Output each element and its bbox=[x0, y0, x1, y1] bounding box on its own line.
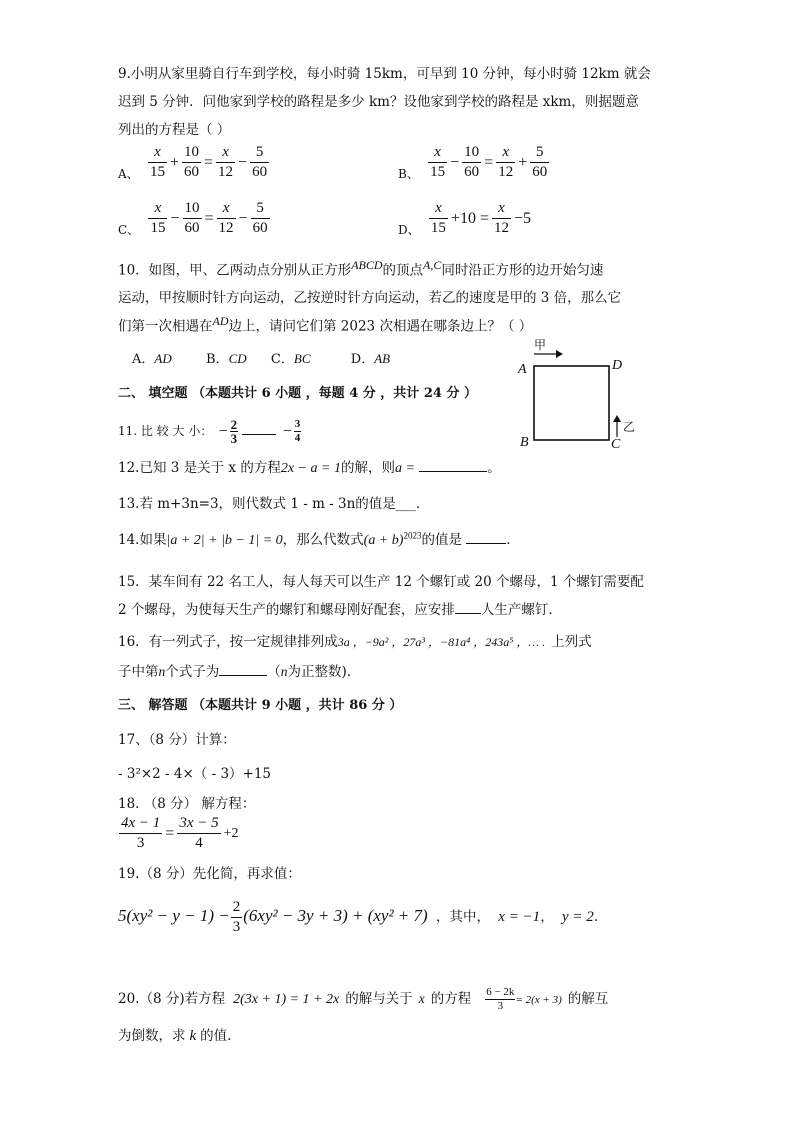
fraction: $\frac{5}{60}$ bbox=[532, 144, 548, 180]
fraction: $\frac{x}{15}$ bbox=[430, 200, 446, 236]
fraction: $\frac{x}{12}$ bbox=[493, 200, 509, 236]
fraction: $\frac{3x - 5}{4}$ bbox=[179, 815, 219, 851]
q10-option-c[interactable]: C．BC bbox=[270, 351, 311, 367]
q10-line3: 们第一次相遇在AD边上，请问它们第 2023 次相遇在哪条边上？（ ） bbox=[118, 314, 533, 335]
q18-title: 18. （8 分） 解方程： bbox=[118, 796, 256, 812]
option-d-label: D、 bbox=[398, 223, 420, 237]
label-jia: 甲 bbox=[534, 338, 547, 352]
q14: 14.如果|a + 2| + |b − 1| = 0，那么代数式$(a + b)^{2023}$的值是 ． bbox=[118, 530, 520, 548]
q10-option-b[interactable]: B．CD bbox=[206, 351, 247, 367]
fraction: $\frac{x}{12}$ bbox=[218, 200, 234, 236]
q10-option-a[interactable]: A．AD bbox=[132, 351, 172, 367]
q9-option-c[interactable]: C、 $\frac{x}{15}$ − $\frac{10}{60}$ = $\frac{x}{12}$ − $\frac{5}{60}$ bbox=[118, 200, 268, 237]
q11: 11. 比 较 大 小： − $\frac{2}{3}$ − $\frac{3}{4}$ bbox=[118, 417, 301, 446]
q9-option-d[interactable]: D、 $\frac{x}{15}$ +10 = $\frac{x}{12}$ −5 bbox=[398, 200, 531, 237]
q11-blank[interactable] bbox=[242, 434, 276, 435]
fraction: $\frac{3}{4}$ bbox=[294, 418, 301, 444]
square-figure bbox=[510, 336, 640, 452]
fraction: $\frac{x}{12}$ bbox=[218, 144, 234, 180]
fraction: $\frac{4x - 1}{3}$ bbox=[121, 815, 161, 851]
q16-blank[interactable] bbox=[219, 675, 267, 676]
fraction: $\frac{x}{15}$ bbox=[149, 144, 165, 180]
option-b-label: B、 bbox=[398, 167, 419, 181]
q9-line3: 列出的方程是（ ） bbox=[118, 122, 231, 138]
section-2-heading: 二、 填空题 （本题共计 6 小题 ，每题 4 分 ，共计 24 分 ） bbox=[118, 386, 477, 401]
fraction: $\frac{x}{15}$ bbox=[150, 200, 166, 236]
fraction: $\frac{2}{3}$ bbox=[230, 417, 238, 446]
q19-title: 19.（8 分）先化简，再求值： bbox=[118, 866, 301, 882]
label-d: D bbox=[612, 358, 623, 373]
fraction: $\frac{5}{60}$ bbox=[252, 200, 268, 236]
fraction: $\frac{10}{60}$ bbox=[184, 144, 199, 180]
q13: 13.若 m+3n=3，则代数式 1 - m - 3n的值是___． bbox=[118, 496, 430, 512]
fraction: $\frac{10}{60}$ bbox=[464, 144, 480, 180]
q20-line1: 20.（8 分)若方程 2(3x + 1) = 1 + 2x 的解与关于 x 的方程 $\frac{6 - 2k}{3}$ = 2(x + 3) 的解互 bbox=[118, 986, 609, 1012]
q20-line2: 为倒数，求 k 的值. bbox=[118, 1028, 232, 1044]
label-a: A bbox=[518, 362, 527, 377]
label-yi: 乙 bbox=[623, 420, 636, 434]
q17-title: 17、（8 分）计算： bbox=[118, 732, 236, 748]
fraction: $\frac{2}{3}$ bbox=[232, 899, 241, 935]
option-a-label: A、 bbox=[118, 167, 139, 181]
q9-option-a[interactable]: A、 $\frac{x}{15}$ + $\frac{10}{60}$ = $\frac{x}{12}$ − $\frac{5}{60}$ bbox=[118, 144, 268, 181]
q15-blank[interactable] bbox=[455, 613, 481, 614]
fraction: $\frac{x}{15}$ bbox=[430, 144, 446, 180]
q16-line1: 16．有一列式子，按一定规律排列成3a ，−9a² ，27a³ ，−81a⁴ ，243a⁵ ，… . 上列式 bbox=[118, 634, 592, 650]
q18-equation: $\frac{4x - 1}{3}$ = $\frac{3x - 5}{4}$ +2 bbox=[121, 815, 239, 851]
q10-line2: 运动，甲按顺时针方向运动，乙按逆时针方向运动，若乙的速度是甲的 3 倍，那么它 bbox=[118, 290, 622, 306]
label-b: B bbox=[520, 435, 529, 450]
yi-arrowhead bbox=[613, 415, 621, 422]
q10-option-d[interactable]: D．AB bbox=[350, 351, 391, 367]
fraction: $\frac{10}{60}$ bbox=[184, 200, 200, 236]
q16-line2: 子中第n个式子为 （n为正整数). bbox=[118, 664, 352, 680]
q15-line2: 2 个螺母，为使每天生产的螺钉和螺母刚好配套，应安排 人生产螺钉． bbox=[118, 602, 562, 618]
fraction: $\frac{6 - 2k}{3}$ bbox=[486, 986, 515, 1012]
q15-line1: 15．某车间有 22 名工人，每人每天可以生产 12 个螺钉或 20 个螺母，1 个螺钉需要配 bbox=[118, 574, 644, 590]
fraction: $\frac{x}{12}$ bbox=[498, 144, 514, 180]
q12: 12.已知 3 是关于 x 的方程2x − a = 1的解，则a = 。 bbox=[118, 460, 501, 476]
jia-arrowhead bbox=[556, 350, 563, 358]
label-c: C bbox=[611, 437, 621, 452]
section-3-heading: 三、 解答题 （本题共计 9 小题 ，共计 86 分 ） bbox=[118, 698, 403, 713]
fraction: $\frac{5}{60}$ bbox=[252, 144, 268, 180]
q9-line1: 9.小明从家里骑自行车到学校，每小时骑 15km，可早到 10 分钟，每小时骑 12km 就会 bbox=[118, 66, 651, 82]
q19-expression: 5(xy² − y − 1) − $\frac{2}{3}$ (6xy² − 3y + 3) + (xy² + 7) ，其中， x = −1， y = 2. bbox=[118, 899, 599, 935]
square-abcd bbox=[534, 366, 609, 440]
q14-blank[interactable] bbox=[466, 543, 506, 544]
option-c-label: C、 bbox=[118, 223, 140, 237]
q9-line2: 迟到 5 分钟．问他家到学校的路程是多少 km？设他家到学校的路程是 xkm，则据题意 bbox=[118, 94, 639, 110]
q17-expression: - 3²×2 - 4×（ - 3）+15 bbox=[118, 766, 272, 782]
q10-line1: 10．如图，甲、乙两动点分别从正方形ABCD的顶点A,C同时沿正方形的边开始匀速 bbox=[118, 258, 604, 279]
q9-option-b[interactable]: B、 $\frac{x}{15}$ − $\frac{10}{60}$ = $\frac{x}{12}$ + $\frac{5}{60}$ bbox=[398, 144, 548, 181]
q10-options bbox=[132, 348, 390, 367]
q12-blank[interactable] bbox=[419, 471, 487, 472]
